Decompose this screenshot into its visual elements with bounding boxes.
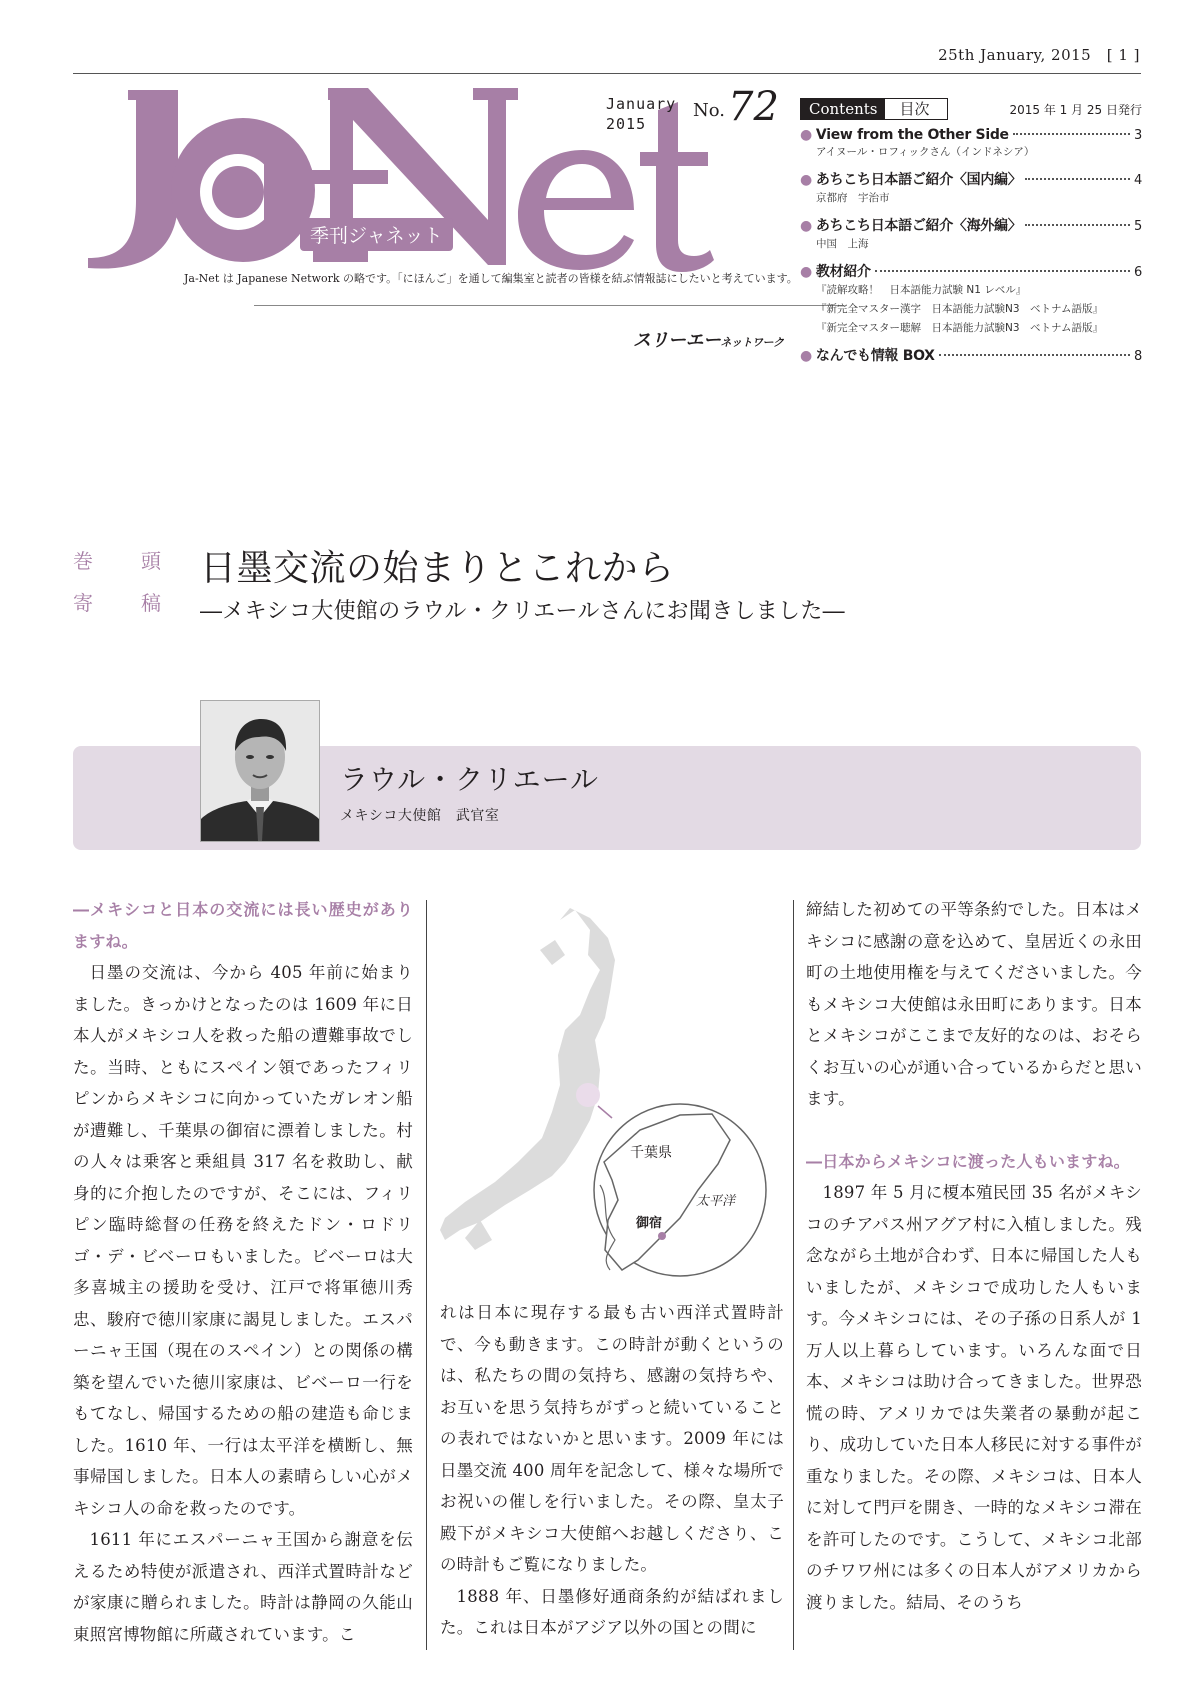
toc-leader [1025,177,1130,180]
toc-leader [875,269,1130,272]
toc-leader [1025,223,1130,226]
onjuku-marker [658,1232,666,1240]
masthead-tagline: Ja-Net は Japanese Network の略です。「にほんご」を通して編集室と読者の皆様を結ぶ情報誌にしたいと考えています。 [184,272,798,285]
interview-question: ―日本からメキシコに渡った人もいますね。 [806,1151,1130,1171]
contents-tag: Contents 目次 [800,98,948,120]
toc-subtitle: アイヌール・ロフィックさん（インドネシア） [816,146,1035,158]
article-column-1 [73,894,413,1650]
paragraph: 1897 年 5 月に榎本殖民団 35 名がメキシコのチアパス州アグア村に入植しました。残念ながら土地が合わず、日本に帰国した人もいましたが、メキシコで成功した人もいます。今メキシコには、その子孫の日系人が 1 万人以上暮らしています。いろんな面で日本、メキシコは助け合ってきました。世界恐慌の時、アメリカでは失業者の暴動が起こり、成功していた日本人移民に対する事件が重なりました。その際、メキシコは、日本人に対して門戸を開き、一時的なメキシコ滞在を許可したのです。こうして、メキシコ北部のチワワ州には多くの日本人がアメリカから渡りました。結局、そのうち [806,1183,1142,1612]
toc-page: 3 [1134,128,1142,143]
toc-subtitle: 京都府 宇治市 [816,192,890,204]
toc-bullet-icon: ● [800,218,812,234]
contents-box [800,98,1142,365]
paragraph: 日墨の交流は、今から 405 年前に始まりました。きっかけとなったのは 1609 年に日本人がメキシコ人を救った船の遭難事故でした。当時、ともにスペイン領であったフィリピンからメキシコに向かっていたガレオン船が遭難し、千葉県の御宿に漂着しました。村の人々は乗客と乗組員 317 名を救助し、献身的に介抱したのですが、そこには、フィリピン臨時総督の任務を終えたドン・ロドリゴ・デ・ビベーロもいました。ビベーロは大多喜城主の援助を受け、江戸で将軍徳川秀忠、駿府で徳川家康に謁見しました。エスパーニャ王国（現在のスペイン）との関係の構築を望んでいた徳川家康は、ビベーロ一行をもてなし、帰国するための船の建造も命じました。1610 年、一行は太平洋を横断し、無事帰国しました。日本人の素晴らしい心がメキシコ人の命を救ったのです。 [73,963,413,1518]
column-rule [426,900,427,1650]
toc-bullet-icon: ● [800,172,812,188]
profile-title: メキシコ大使館 武官室 [340,808,500,824]
logo-letter-j [88,90,178,269]
paragraph: れは日本に現存する最も古い西洋式置時計で、今も動きます。この時計が動くというのは、私たちの間の気持ち、感謝の気持ちや、お互いを思う気持ちがずっと続いていることの表れではないかと思います。2009 年には日墨交流 400 周年を記念して、様々な場所でお祝いの催しを行いました。その際、皇太子殿下がメキシコ大使館へお越しくださり、この時計もご覧になりました。 [440,1303,784,1574]
profile-name: ラウル・クリエール [340,763,600,796]
toc-title: 教材紹介 [815,264,871,280]
toc-leader [1013,132,1130,135]
toc-bullet-icon: ● [800,348,812,364]
issue-number: 72 [728,84,779,130]
paragraph: 締結した初めての平等条約でした。日本はメキシコに感謝の意を込めて、皇居近くの永田町の土地使用権を与えてくださいました。今もメキシコ大使館は永田町にあります。日本とメキシコがここまで友好的なのは、おそらくお互いの心が通い合っているからだと思います。 [806,900,1142,1108]
toc-page: 6 [1134,265,1142,280]
toc-item [800,345,1142,365]
article-column-2 [440,1297,784,1644]
toc-subtitle: 『新完全マスター漢字 日本語能力試験N3 ベトナム語版』 [816,303,1104,315]
toc-title: View from the Other Side [815,127,1009,143]
map-label-town: 御宿 [636,1216,663,1231]
logo-letter-e [518,150,634,270]
toc-item [800,261,1142,338]
toc-bullet-icon: ● [800,264,812,280]
publisher-logo: スリーエーネットワーク [633,330,784,351]
issue-number-label: No. [693,100,725,121]
map-label-ocean: 太平洋 [696,1194,736,1209]
toc-subtitle: 中国 上海 [816,238,869,250]
masthead [68,80,798,380]
logo-badge: 季刊ジャネット [300,218,453,251]
paragraph: 1611 年にエスパーニャ王国から謝意を伝えるため特使が派遣され、西洋式置時計などが家康に贈られました。時計は静岡の久能山東照宮博物館に所蔵されています。こ [73,1530,413,1644]
section-label: 巻 頭 寄 稿 [73,549,175,615]
paragraph: 1888 年、日墨修好通商条約が結ばれました。これは日本がアジア以外の国との間に [440,1586,784,1637]
masthead-rule [254,305,844,306]
toc-page: 8 [1134,349,1142,364]
toc-page: 4 [1134,173,1142,188]
toc-subtitle: 『読解攻略！ 日本語能力試験 N1 レベル』 [816,284,1027,296]
toc-page: 5 [1134,219,1142,234]
top-rule [73,73,1141,74]
toc-subtitle: 『新完全マスター聴解 日本語能力試験N3 ベトナム語版』 [816,322,1104,334]
article-column-3 [806,894,1142,1618]
toc-item [800,127,1142,162]
issue-month: January 2015 [606,95,677,133]
map-figure [440,900,790,1280]
interview-question: ―メキシコと日本の交流には長い歴史がありますね。 [73,900,413,951]
toc-title: なんでも情報 BOX [815,348,935,364]
portrait-photo [200,700,320,842]
toc-list [800,127,1142,365]
japan-map-shape [440,908,615,1250]
article-headline: 日墨交流の始まりとこれから [200,548,675,589]
published-date: 2015 年 1 月 25 日発行 [1009,102,1142,117]
toc-item [800,169,1142,208]
toc-item [800,215,1142,254]
paragraph [806,1115,1142,1146]
toc-title: あちこち日本語ご紹介〈海外編〉 [815,218,1022,234]
contents-header [800,98,1142,120]
header-date-page: 25th January, 2015 [ 1 ] [938,46,1140,64]
column-rule [793,900,794,1650]
toc-leader [939,353,1130,356]
toc-title: あちこち日本語ご紹介〈国内編〉 [815,172,1022,188]
map-label-prefecture: 千葉県 [630,1145,672,1161]
article-subheadline: ―メキシコ大使館のラウル・クリエールさんにお聞きしました― [200,599,845,624]
toc-bullet-icon: ● [800,127,812,143]
